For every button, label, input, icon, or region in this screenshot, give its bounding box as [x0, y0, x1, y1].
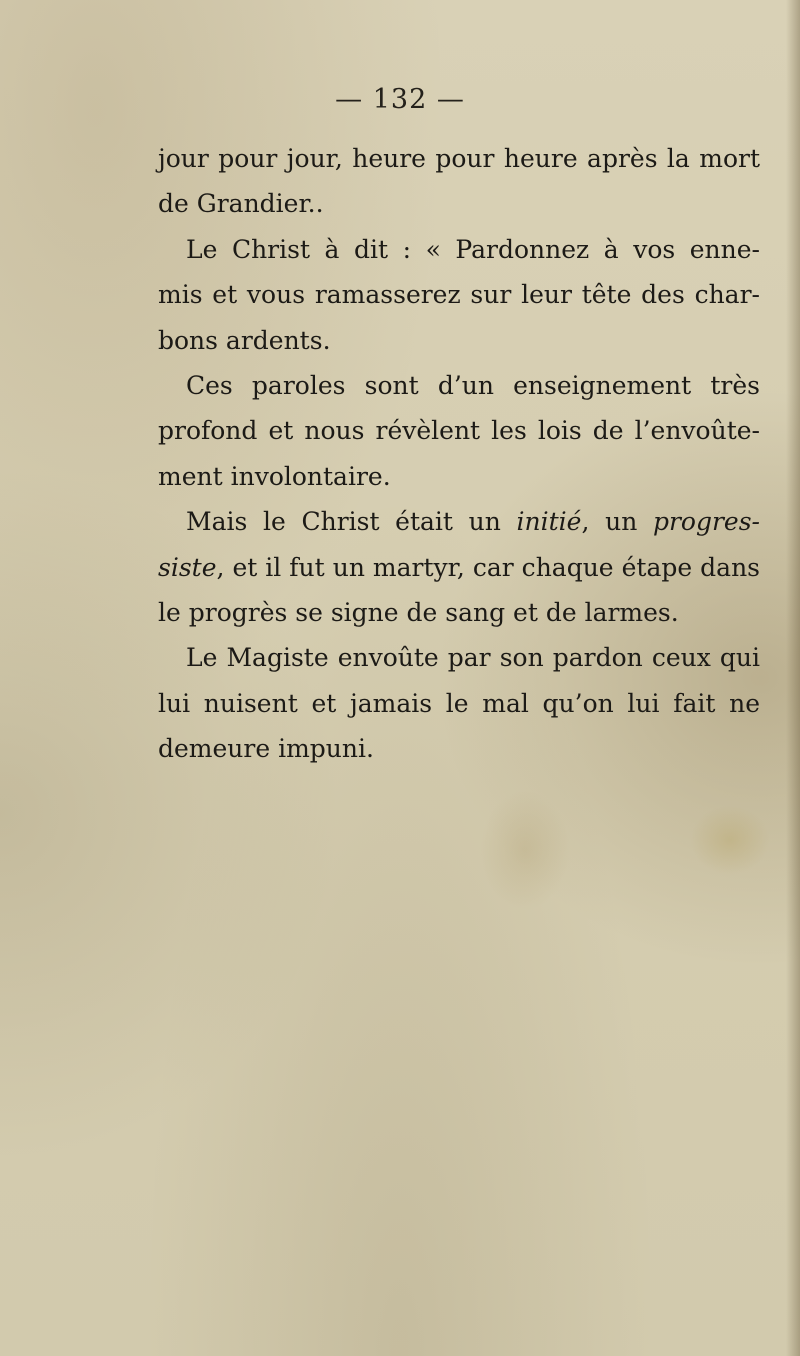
text-line — [158, 499, 760, 544]
text-line: de Grandier.. — [158, 189, 324, 219]
italic-word: initié — [516, 507, 582, 537]
text-line: jour pour jour, heure pour heure après la mort — [158, 144, 760, 173]
text-fragment: Mais le Christ était un — [186, 507, 517, 537]
text-line: profond et nous révèlent les lois de l’envoûte- — [158, 416, 760, 446]
text-line: mis et vous ramasserez sur leur tête des char- — [158, 280, 760, 310]
body-text — [158, 136, 760, 771]
page-edge-shadow — [786, 0, 800, 1356]
text-line: bons ardents. — [158, 325, 331, 355]
text-fragment: , un — [581, 507, 653, 537]
text-line: Le Christ à dit : « Pardonnez à vos enne- — [186, 234, 760, 264]
text-line — [158, 545, 760, 590]
italic-word: progres- — [652, 507, 760, 537]
text-line: le progrès se signe de sang et de larmes. — [158, 597, 679, 627]
paper-stain — [690, 805, 770, 875]
paper-stain — [480, 790, 570, 910]
italic-word: siste — [158, 552, 217, 582]
text-line: ment involontaire. — [158, 461, 391, 491]
text-line: Le Magiste envoûte par son pardon ceux qui — [186, 643, 760, 673]
text-fragment: , et il fut un martyr, car chaque étape dans — [216, 552, 760, 582]
text-line: Ces paroles sont d’un enseignement très — [186, 370, 760, 400]
text-line: lui nuisent et jamais le mal qu’on lui fait ne — [158, 688, 760, 718]
page-number: — 132 — — [335, 84, 465, 115]
text-line: demeure impuni. — [158, 734, 374, 764]
